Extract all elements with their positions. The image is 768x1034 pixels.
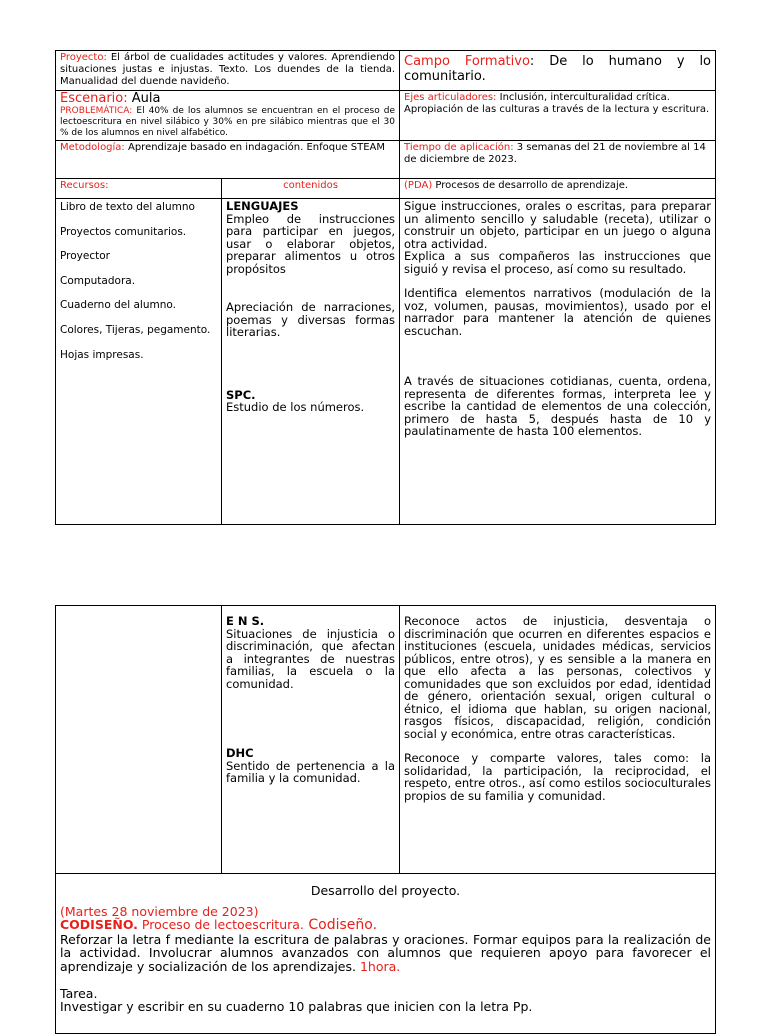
desarrollo-hora: 1hora. xyxy=(355,958,401,974)
recurso-item: Cuaderno del alumno. xyxy=(60,299,176,312)
recursos-list xyxy=(60,201,217,361)
contenidos-header: contenidos xyxy=(222,179,400,199)
spc-content: Estudio de los números. xyxy=(226,400,365,414)
tarea-text: Investigar y escribir en su cuaderno 10 palabras que inicien con la letra Pp. xyxy=(60,999,533,1015)
ejes-cell xyxy=(400,91,716,141)
codiseno-line xyxy=(60,918,711,933)
pda-label: (PDA) xyxy=(404,180,433,191)
campo-formativo-cell xyxy=(400,51,716,91)
ens-content: Situaciones de injusticia o discriminación, que afectan a integrantes de nuestras familias, la escuela o la comunidad. xyxy=(226,626,395,691)
proyecto-label: Proyecto: xyxy=(60,52,107,63)
escenario-label: Escenario: xyxy=(60,91,128,106)
metodologia-label: Metodología: xyxy=(60,142,125,153)
tarea-label: Tarea. xyxy=(60,985,98,1001)
codiseno-big: Codiseño. xyxy=(303,917,378,934)
tiempo-cell xyxy=(400,141,716,179)
metodologia-text: Aprendizaje basado en indagación. Enfoque STEAM xyxy=(124,142,386,153)
problematica-label: PROBLEMÁTICA: xyxy=(60,106,133,116)
planning-table-bottom xyxy=(55,605,716,1034)
desarrollo-title: Desarrollo del proyecto. xyxy=(310,883,461,898)
ejes-label: Ejes articuladores: xyxy=(404,92,497,103)
proyecto-cell xyxy=(56,51,400,91)
recursos-cell xyxy=(56,199,222,525)
pda-item: A través de situaciones cotidianas, cuenta, ordena, representa de diferentes formas, interpreta lee y escribe la cantidad de elementos de una colección, primero de hasta 5, después hasta de 10 y paulatinamente de hasta 100 elementos. xyxy=(404,374,712,438)
pda-cell-1 xyxy=(400,199,716,525)
recurso-item: Computadora. xyxy=(60,274,136,287)
codiseno-process: Proceso de lectoescritura. xyxy=(137,917,304,933)
problematica-text: El 40% de los alumnos se encuentran en el proceso de lectoescritura en nivel silábico y 30% en pre silábico mientras que el 30 % de los alumnos en nivel alfabético. xyxy=(60,106,396,138)
pda-item: Reconoce actos de injusticia, desventaja o discriminación que ocurren en diferentes espacios e instituciones (escuela, unidades médicas, servicios públicos, entre otros), y es sensible a la manera en que ello afecta a las personas, colectivos y comunidades que son excluidos por edad, identidad de género, orientación sexual, origen cultural o étnico, el idioma que hablan, su origen nacional, rasgos físicos, discapacidad, religión, condición social y económica, entre otras características. xyxy=(404,614,711,741)
ens-title: E N S. xyxy=(226,614,265,628)
escenario-value: Aula xyxy=(127,91,161,106)
recursos-header: Recursos: xyxy=(56,179,222,199)
pda-cell-2 xyxy=(400,606,716,874)
proyecto-text: El árbol de cualidades actitudes y valores. Aprendiendo situaciones justas e injustas. Texto. Los duendes de la tienda. Manualidad del duende navideño. xyxy=(60,52,396,87)
campo-formativo-text: : De lo humano y lo comunitario. xyxy=(404,54,712,84)
contenidos-cell-2 xyxy=(222,606,400,874)
desarrollo-body xyxy=(60,933,711,974)
recurso-item: Hojas impresas. xyxy=(60,348,144,361)
pda-item: Explica a sus compañeros las instrucciones que siguió y revisa el proceso, así como su resultado. xyxy=(404,249,712,276)
desarrollo-cell xyxy=(56,874,716,1034)
pda-header xyxy=(400,179,716,199)
lenguajes-content-2: Apreciación de narraciones, poemas y diversas formas literarias. xyxy=(226,300,396,339)
dhc-title: DHC xyxy=(226,746,254,760)
recurso-item: Colores, Tijeras, pegamento. xyxy=(60,323,211,336)
ejes-text: Inclusión, interculturalidad crítica. Apropiación de las culturas a través de la lectura y escritura. xyxy=(404,92,710,115)
contenidos-cell-1 xyxy=(222,199,400,525)
pda-item: Reconoce y comparte valores, tales como: la solidaridad, la participación, la reciprocidad, el respeto, entre otros., así como estilos socioculturales propios de su familia y comunidad. xyxy=(404,751,711,803)
pda-item: Sigue instrucciones, orales o escritas, para preparar un alimento sencillo y saludable (receta), utilizar o construir un objeto, participar en un juego o alguna otra actividad. xyxy=(404,199,712,251)
planning-table-top xyxy=(55,50,716,525)
dhc-content: Sentido de pertenencia a la familia y la comunidad. xyxy=(226,758,395,785)
spc-title: SPC. xyxy=(226,387,256,402)
desarrollo-body-text: Reforzar la letra f mediante la escritura de palabras y oraciones. Formar equipos para la realización de la actividad. Involucrar alumnos avanzados con alumnos que requieren apoyo para favorecer el aprendizaje y socialización de los aprendizajes. xyxy=(60,931,711,974)
lenguajes-content-1: Empleo de instrucciones para participar en juegos, usar o elaborar objetos, preparar alimentos u otros propósitos xyxy=(226,211,396,276)
tiempo-text: 3 semanas del 21 de noviembre al 14 de diciembre de 2023. xyxy=(404,142,706,165)
recursos-empty-cell xyxy=(56,606,222,874)
desarrollo-date: (Martes 28 noviembre de 2023) xyxy=(60,903,259,919)
recurso-item: Proyector xyxy=(60,250,110,263)
tiempo-label: Tiempo de aplicación: xyxy=(404,142,514,153)
escenario-cell xyxy=(56,91,400,141)
recurso-item: Proyectos comunitarios. xyxy=(60,225,187,238)
metodologia-cell xyxy=(56,141,400,179)
campo-formativo-label: Campo Formativo xyxy=(404,54,530,69)
pda-item: Identifica elementos narrativos (modulación de la voz, volumen, pausas, movimientos), usado por el narrador para mantener la atención de quienes escuchan. xyxy=(404,286,712,338)
pda-text: Procesos de desarrollo de aprendizaje. xyxy=(432,180,629,191)
lenguajes-title: LENGUAJES xyxy=(226,199,299,213)
codiseno-bold: CODISEÑO. xyxy=(60,917,138,933)
recurso-item: Libro de texto del alumno xyxy=(60,201,195,213)
